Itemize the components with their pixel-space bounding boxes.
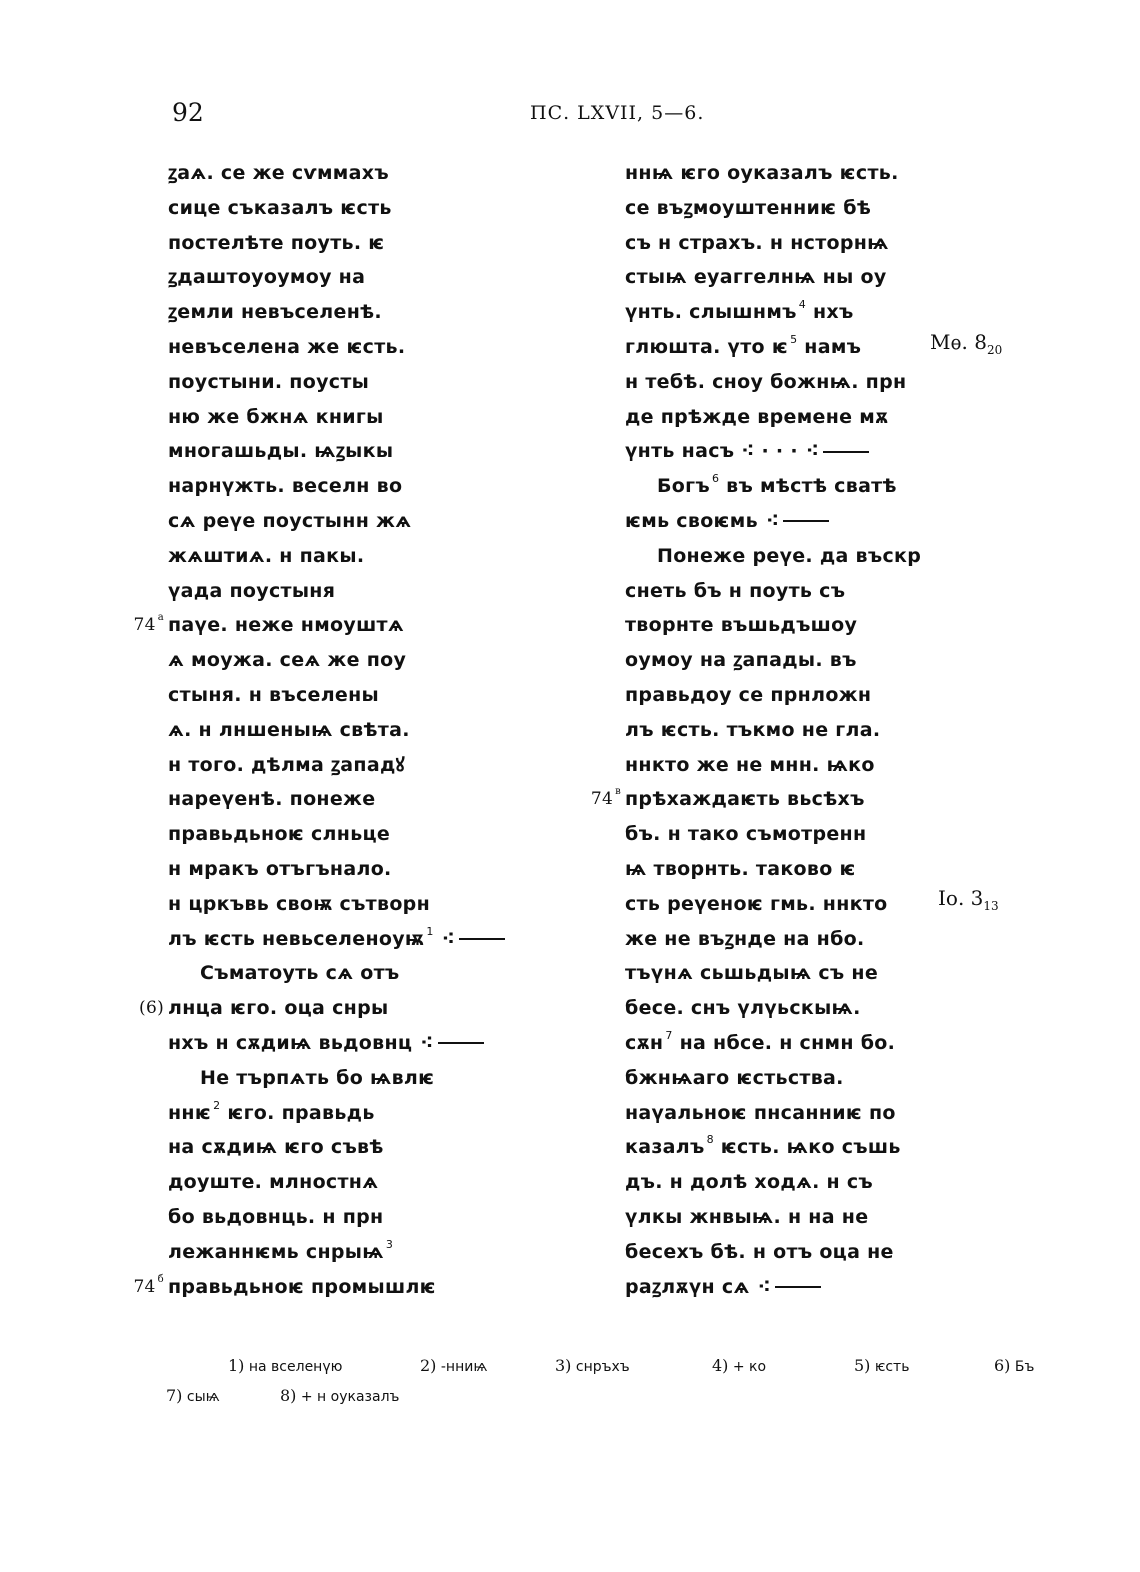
- footnote-text: + ко: [732, 1359, 767, 1375]
- line-text: лъ ѥсть невьселеноуѭ: [168, 927, 425, 950]
- text-line: [168, 1165, 505, 1200]
- line-text: правьдьноѥ промышлѥ: [168, 1275, 436, 1298]
- footnote-number: 3): [555, 1356, 572, 1375]
- line-text: сѫн: [625, 1031, 664, 1054]
- line-text: жѧштиѧ. н пакы.: [168, 544, 365, 567]
- line-text: многашьды. ѩꙁыкы: [168, 440, 394, 463]
- line-text: ѩ творнть. таково ѥ: [625, 857, 856, 880]
- line-text: бъ. н тако съмотренн: [625, 823, 867, 846]
- line-text: сице съказалъ ѥсть: [168, 196, 392, 219]
- line-text: постелѣте поуть. ѥ: [168, 231, 385, 254]
- line-text: ꙁдаштоуоумоу на: [168, 266, 366, 289]
- footnote-number: 4): [712, 1356, 729, 1375]
- line-text: н того. дѣлма ꙁападꙋ: [168, 753, 405, 776]
- footnote-row: [160, 1386, 1060, 1416]
- footnote-text: -нниѩ: [440, 1359, 488, 1375]
- text-line: [168, 156, 505, 191]
- marginal-reference-john: [938, 886, 999, 913]
- end-dash-rule: [775, 1286, 821, 1288]
- text-line: [625, 469, 921, 504]
- folio-side: в: [615, 786, 621, 798]
- text-line: [625, 434, 921, 469]
- text-line: [168, 365, 505, 400]
- text-line: [133, 1270, 505, 1305]
- text-line: [168, 643, 505, 678]
- footnote: [854, 1356, 909, 1375]
- text-line: [625, 400, 921, 435]
- line-text: казалъ: [625, 1136, 705, 1159]
- line-text: бесехъ бѣ. н отъ оца не: [625, 1240, 894, 1263]
- footnote-text: сыѩ: [186, 1389, 220, 1405]
- line-text: глюшта. үто ѥ: [625, 335, 789, 358]
- line-text: сть реүеноѥ гмь. ннкто: [625, 892, 888, 915]
- line-text: ннѩ ѥго оуказалъ ѥсть.: [625, 162, 899, 184]
- line-text: ннѥ: [168, 1101, 212, 1124]
- line-text: үнть насъ ⁖ · · ·: [625, 440, 798, 463]
- footnote: [555, 1356, 630, 1375]
- text-line: [625, 643, 921, 678]
- footnote-ref: 8: [706, 1133, 714, 1147]
- footnote: [420, 1356, 487, 1375]
- line-text: паүе. неже нмоуштѧ: [168, 614, 404, 637]
- folio-marker: [139, 991, 164, 1026]
- text-line: [168, 226, 505, 261]
- text-line: [625, 539, 921, 574]
- line-text-cont: намъ: [797, 335, 862, 358]
- end-mark: ⁖: [757, 1275, 771, 1298]
- folio-side: б: [157, 1273, 164, 1285]
- line-text: дъ. н долѣ ходѧ. н съ: [625, 1171, 873, 1194]
- line-text: наүальноѥ пнсанниѥ по: [625, 1101, 896, 1124]
- text-line: [625, 330, 921, 365]
- text-line: [625, 365, 921, 400]
- footnote-text: снръхъ: [575, 1359, 630, 1375]
- text-line: [625, 574, 921, 609]
- line-text: ѧ моужа. сеѧ же поу: [168, 649, 407, 672]
- line-text: үада поустыня: [168, 579, 336, 602]
- text-line: [168, 713, 505, 748]
- text-line: [625, 1096, 921, 1131]
- marginal-ref-verse: 20: [986, 343, 1003, 357]
- line-text: раꙁлѫүн сѧ: [625, 1275, 750, 1298]
- text-line: [168, 1061, 505, 1096]
- line-text: се въꙁмоуштенниѥ бѣ: [625, 196, 872, 219]
- text-line: [625, 817, 921, 852]
- line-text-cont: ѥсть. ѩко съшь: [713, 1136, 901, 1159]
- text-line: [168, 782, 505, 817]
- footnote-ref: 4: [798, 298, 807, 312]
- footnote-row: [160, 1356, 1060, 1386]
- line-text: н тебѣ. сноу божнѩ. прн: [625, 370, 907, 393]
- line-text: лежаннѥмь снрыѩ: [168, 1240, 384, 1263]
- text-line: [133, 608, 505, 643]
- line-text: бесе. снъ үлүьскыѩ.: [625, 997, 861, 1020]
- text-line: [168, 574, 505, 609]
- line-text: невъселена же ѥсть.: [168, 335, 406, 358]
- line-text: ннкто же не мнн. ѩко: [625, 753, 875, 776]
- line-text: де прѣжде времене мѫ: [625, 405, 889, 428]
- text-line: [625, 1061, 921, 1096]
- line-text: ꙁаѧ. се же сѵммахъ: [168, 162, 389, 184]
- footnote-number: 2): [420, 1356, 437, 1375]
- text-line: [168, 330, 505, 365]
- text-line: [168, 1026, 505, 1061]
- line-text: Не търпѧть бо ѩвлѥ: [200, 1066, 435, 1089]
- text-line: [139, 991, 505, 1026]
- footnote-number: 7): [166, 1386, 183, 1405]
- footnote-ref: 5: [790, 332, 798, 346]
- footnotes: [160, 1356, 1060, 1416]
- text-line: [625, 991, 921, 1026]
- footnote-number: 6): [994, 1356, 1011, 1375]
- text-line: [625, 156, 921, 191]
- folio-number: 74: [133, 615, 156, 636]
- marginal-ref-label: Мѳ. 8: [930, 330, 987, 354]
- text-line: [168, 956, 505, 991]
- folio-marker: [591, 782, 621, 817]
- text-line: [168, 1235, 505, 1270]
- line-text: Богъ: [657, 475, 710, 498]
- footnote-number: 8): [280, 1386, 297, 1405]
- text-line: [625, 1200, 921, 1235]
- footnote: [280, 1386, 399, 1405]
- line-text: творнте въшьдъшоу: [625, 614, 858, 637]
- end-mark: ⁖: [441, 927, 455, 950]
- text-line: [168, 260, 505, 295]
- line-text: доуште. млностнѧ: [168, 1171, 379, 1194]
- line-text: же не въꙁнде на нбо.: [625, 927, 865, 950]
- text-line: [168, 504, 505, 539]
- text-line: [168, 922, 505, 957]
- line-text: правьдоу се прнложн: [625, 683, 872, 706]
- right-text-column: [590, 156, 922, 1304]
- line-text: поустыни. поусты: [168, 370, 370, 393]
- line-text: нхъ н сѫдиѩ вьдовнц: [168, 1031, 413, 1054]
- marginal-reference-matthew: [930, 330, 1002, 357]
- line-text-cont: на нбсе. н снмн бо.: [672, 1031, 896, 1054]
- footnote: [994, 1356, 1034, 1375]
- footnote-number: 5): [854, 1356, 871, 1375]
- text-line: [168, 1096, 505, 1131]
- footnote-number: 1): [228, 1356, 245, 1375]
- footnote-text: + н оуказалъ: [300, 1389, 400, 1405]
- text-line: [625, 295, 921, 330]
- folio-marker: [133, 1270, 164, 1305]
- line-text: үнть. слышнмъ: [625, 301, 797, 324]
- text-line: [625, 852, 921, 887]
- footnote: [712, 1356, 766, 1375]
- line-text: на сѫдиѩ ѥго съвѣ: [168, 1136, 384, 1159]
- line-text: лъ ѥсть. тъкмо не гла.: [625, 718, 881, 741]
- end-dash-rule: [438, 1042, 484, 1044]
- line-text: нарнүжть. веселн во: [168, 475, 403, 498]
- line-text: стыѩ еуаггелнѩ ны оу: [625, 266, 887, 289]
- line-text: прѣхаждаѥть вьсѣхъ: [625, 788, 865, 811]
- text-line: [168, 748, 505, 783]
- text-line: [625, 260, 921, 295]
- line-text: ꙁемли невъселенѣ.: [168, 301, 382, 324]
- line-text: Понеже реүе. да въскр: [657, 544, 922, 567]
- line-text-cont: въ мѣстѣ сватѣ: [719, 475, 897, 498]
- folio-number: (6): [139, 998, 164, 1019]
- running-head: ПС. LXVII, 5—6.: [530, 102, 705, 124]
- text-line: [168, 678, 505, 713]
- footnote-text: Бъ: [1014, 1359, 1035, 1375]
- line-text: лнца ѥго. оца снры: [168, 997, 389, 1020]
- text-line: [168, 400, 505, 435]
- folio-side: а: [157, 612, 164, 624]
- line-text: ѧ. н лншеныѩ свѣта.: [168, 718, 410, 741]
- text-line: [168, 817, 505, 852]
- text-line: [625, 1165, 921, 1200]
- line-text: үлкы жнвыѩ. н на не: [625, 1205, 869, 1228]
- folio-number: 74: [590, 789, 614, 810]
- text-line: [168, 887, 505, 922]
- text-line: [168, 1200, 505, 1235]
- end-mark: ⁖: [765, 509, 780, 532]
- folio-marker: [134, 608, 165, 643]
- text-line: [625, 226, 921, 261]
- text-line: [168, 1130, 505, 1165]
- text-line: [625, 1130, 921, 1165]
- text-line: [625, 748, 921, 783]
- text-line: [625, 1270, 921, 1305]
- footnote-ref: 2: [213, 1098, 221, 1112]
- end-dash-rule: [783, 520, 829, 522]
- text-line: [168, 434, 505, 469]
- line-text: стыня. н въселены: [168, 683, 380, 706]
- footnote-ref: 1: [426, 924, 434, 938]
- line-text: нареүенѣ. понеже: [168, 788, 376, 811]
- text-line: [625, 678, 921, 713]
- line-text: съ н страхъ. н нсторнѩ: [625, 231, 889, 254]
- text-line: [625, 504, 921, 539]
- text-line: [590, 782, 921, 817]
- text-line: [168, 295, 505, 330]
- footnote-text: ѥсть: [874, 1359, 910, 1375]
- text-line: [625, 887, 921, 922]
- line-text: Съматоуть сѧ отъ: [200, 962, 400, 985]
- text-line: [625, 191, 921, 226]
- line-text: ню же бжнѧ книгы: [168, 405, 384, 428]
- footnote-text: на вселенүю: [248, 1359, 343, 1375]
- line-text: ѥмь своѥмь: [625, 509, 758, 532]
- line-text: снеть бъ н поуть съ: [625, 579, 846, 602]
- end-mark: ⁖: [420, 1031, 434, 1054]
- text-line: [625, 608, 921, 643]
- line-text: н цркъвь своѭ сътворн: [168, 892, 431, 915]
- text-line: [625, 1026, 921, 1061]
- left-text-column: [133, 156, 505, 1304]
- line-text: оумоу на ꙁапады. въ: [625, 649, 857, 672]
- text-line: [625, 956, 921, 991]
- line-text: тъүнѧ сьшьдыѩ съ не: [625, 962, 879, 985]
- end-dash-rule: [459, 938, 505, 940]
- footnote: [228, 1356, 342, 1375]
- line-text: правьдьноѥ слньце: [168, 823, 391, 846]
- text-line: [625, 922, 921, 957]
- text-line: [168, 852, 505, 887]
- marginal-ref-verse: 13: [983, 899, 999, 913]
- text-line: [168, 469, 505, 504]
- footnote-ref: 3: [385, 1237, 394, 1251]
- text-line: [168, 539, 505, 574]
- text-line: [625, 713, 921, 748]
- marginal-ref-label: Іо. 3: [938, 886, 984, 910]
- line-text-cont: нхъ: [806, 301, 854, 324]
- footnote-ref: 6: [711, 472, 720, 486]
- folio-number: 74: [133, 1276, 156, 1297]
- footnote: [166, 1386, 220, 1405]
- text-line: [168, 191, 505, 226]
- text-line: [625, 1235, 921, 1270]
- line-text-cont: ѥго. правьдь: [220, 1101, 375, 1124]
- line-text: бо вьдовнць. н прн: [168, 1205, 384, 1228]
- line-text: бжнѩаго ѥстьства.: [625, 1066, 844, 1089]
- page-number: 92: [172, 98, 204, 127]
- footnote-ref: 7: [665, 1028, 673, 1042]
- end-mark: ⁖: [805, 440, 820, 463]
- end-dash-rule: [823, 451, 869, 453]
- line-text: сѧ реүе поустынн жѧ: [168, 509, 412, 532]
- line-text: н мракъ отъгънало.: [168, 857, 392, 880]
